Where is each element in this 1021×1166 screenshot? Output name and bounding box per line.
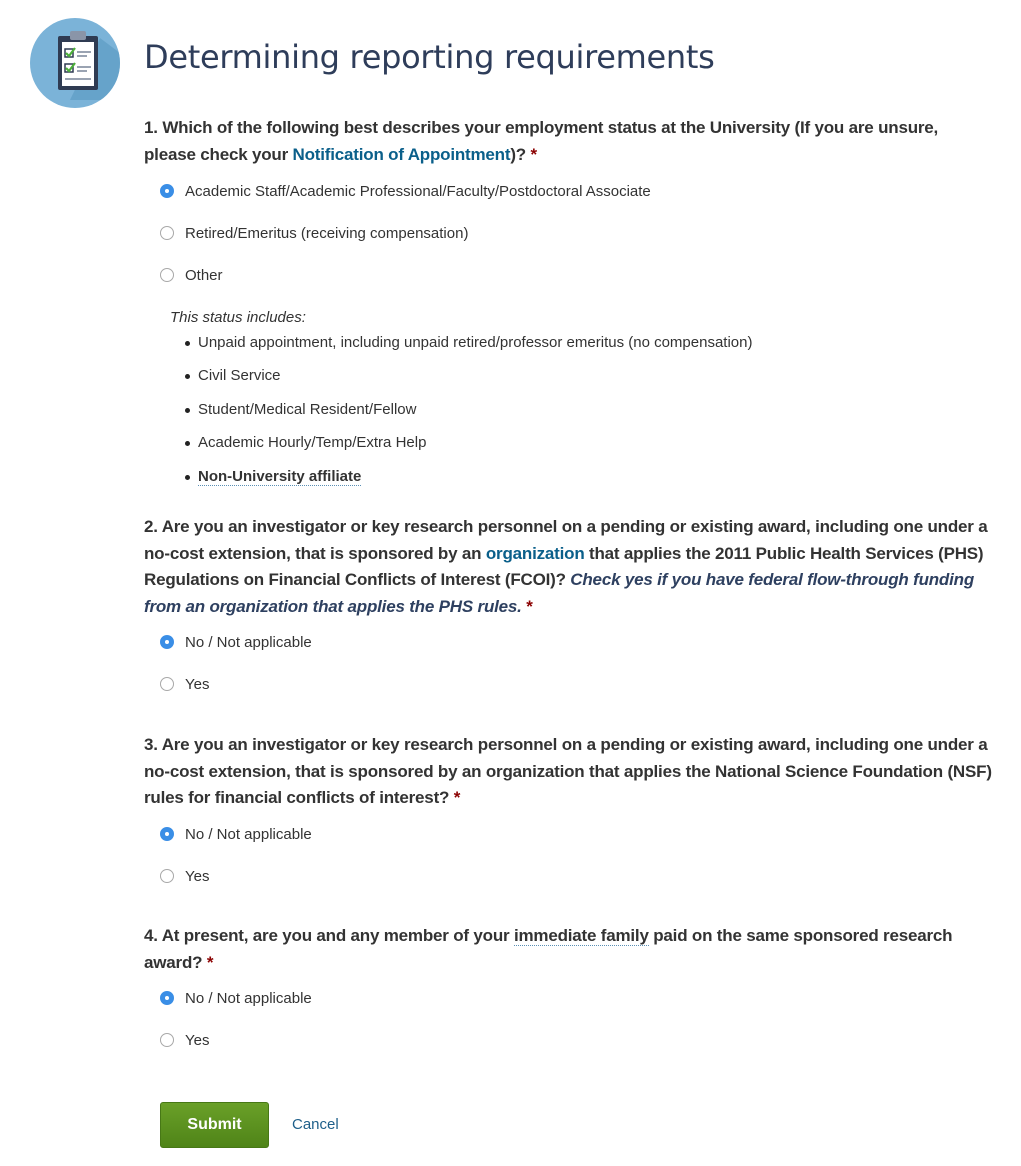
radio-icon[interactable]	[160, 677, 174, 691]
question-text: At present, are you and any member of your	[161, 926, 514, 945]
organization-link[interactable]: organization	[485, 543, 585, 563]
radio-icon[interactable]	[160, 869, 174, 883]
cancel-link[interactable]: Cancel	[292, 1116, 339, 1133]
option-label: Retired/Emeritus (receiving compensation)	[185, 224, 469, 242]
radio-icon[interactable]	[160, 226, 174, 240]
q3-option-yes[interactable]	[160, 865, 209, 887]
status-includes-note	[170, 306, 753, 485]
question-hint: Check yes if you have federal flow-through funding from an organization that applies the PHS rules.	[144, 570, 975, 616]
radio-selected-icon[interactable]	[160, 184, 174, 198]
option-label: Yes	[185, 1031, 210, 1049]
q2-option-no[interactable]	[160, 631, 312, 653]
option-label: No / Not applicable	[185, 989, 312, 1007]
list-item: Civil Service	[198, 367, 281, 384]
option-label: Yes	[185, 867, 210, 885]
required-mark: *	[453, 788, 461, 807]
question-number: 3.	[144, 735, 158, 754]
option-label: Yes	[185, 675, 210, 693]
option-label: Academic Staff/Academic Professional/Faculty/Postdoctoral Associate	[185, 182, 651, 200]
notification-of-appointment-link[interactable]: Notification of Appointment	[292, 144, 511, 164]
question-number: 4.	[144, 926, 158, 945]
q4-option-no[interactable]	[160, 987, 312, 1009]
required-mark: *	[530, 144, 537, 164]
question-number: 2.	[144, 517, 158, 536]
radio-selected-icon[interactable]	[160, 635, 174, 649]
radio-selected-icon[interactable]	[160, 991, 174, 1005]
option-label: No / Not applicable	[185, 633, 312, 651]
radio-icon[interactable]	[160, 1033, 174, 1047]
page-title: Determining reporting requirements	[144, 38, 715, 76]
question-2	[144, 514, 994, 620]
question-text: Are you an investigator or key research personnel on a pending or existing award, including one under a no-cost extension, that is sponsored by an organization that applies the National Science Foundation (NSF) rules for financial conflicts of interest?	[144, 735, 992, 807]
required-mark: *	[526, 596, 533, 616]
q2-option-yes[interactable]	[160, 673, 209, 695]
option-label: No / Not applicable	[185, 825, 312, 843]
question-text-end: that applies the 2011 Public Health Services (PHS) Regulations on Financial Conflicts of Interest (FCOI)?	[144, 543, 984, 589]
question-text-end: paid on the same sponsored research award?	[144, 926, 953, 972]
list-item: Academic Hourly/Temp/Extra Help	[198, 434, 427, 451]
immediate-family-term[interactable]: immediate family	[513, 926, 649, 945]
clipboard-checklist-icon	[30, 18, 120, 108]
list-item: Student/Medical Resident/Fellow	[198, 401, 417, 418]
note-title: This status includes:	[170, 309, 306, 326]
option-label: Other	[185, 266, 223, 284]
q1-option-academic-staff[interactable]	[160, 180, 651, 202]
submit-button[interactable]: Submit	[160, 1102, 269, 1148]
q1-option-other[interactable]	[160, 264, 223, 286]
question-3	[144, 732, 994, 812]
q1-option-retired[interactable]	[160, 222, 468, 244]
q3-option-no[interactable]	[160, 823, 312, 845]
list-item: Unpaid appointment, including unpaid retired/professor emeritus (no compensation)	[198, 334, 753, 351]
question-text-end: )?	[510, 144, 526, 164]
question-4	[144, 923, 994, 976]
required-mark: *	[206, 952, 214, 972]
question-text: Which of the following best describes your employment status at the University (If you are unsure, please check your	[144, 118, 939, 164]
question-1	[144, 115, 994, 168]
term-label[interactable]: Non-University affiliate	[198, 468, 362, 485]
question-text: Are you an investigator or key research personnel on a pending or existing award, including one under a no-cost extension, that is sponsored by an	[144, 517, 988, 563]
radio-selected-icon[interactable]	[160, 827, 174, 841]
question-number: 1.	[144, 118, 158, 137]
radio-icon[interactable]	[160, 268, 174, 282]
q4-option-yes[interactable]	[160, 1029, 209, 1051]
list-item-non-university-affiliate[interactable]	[198, 467, 361, 487]
